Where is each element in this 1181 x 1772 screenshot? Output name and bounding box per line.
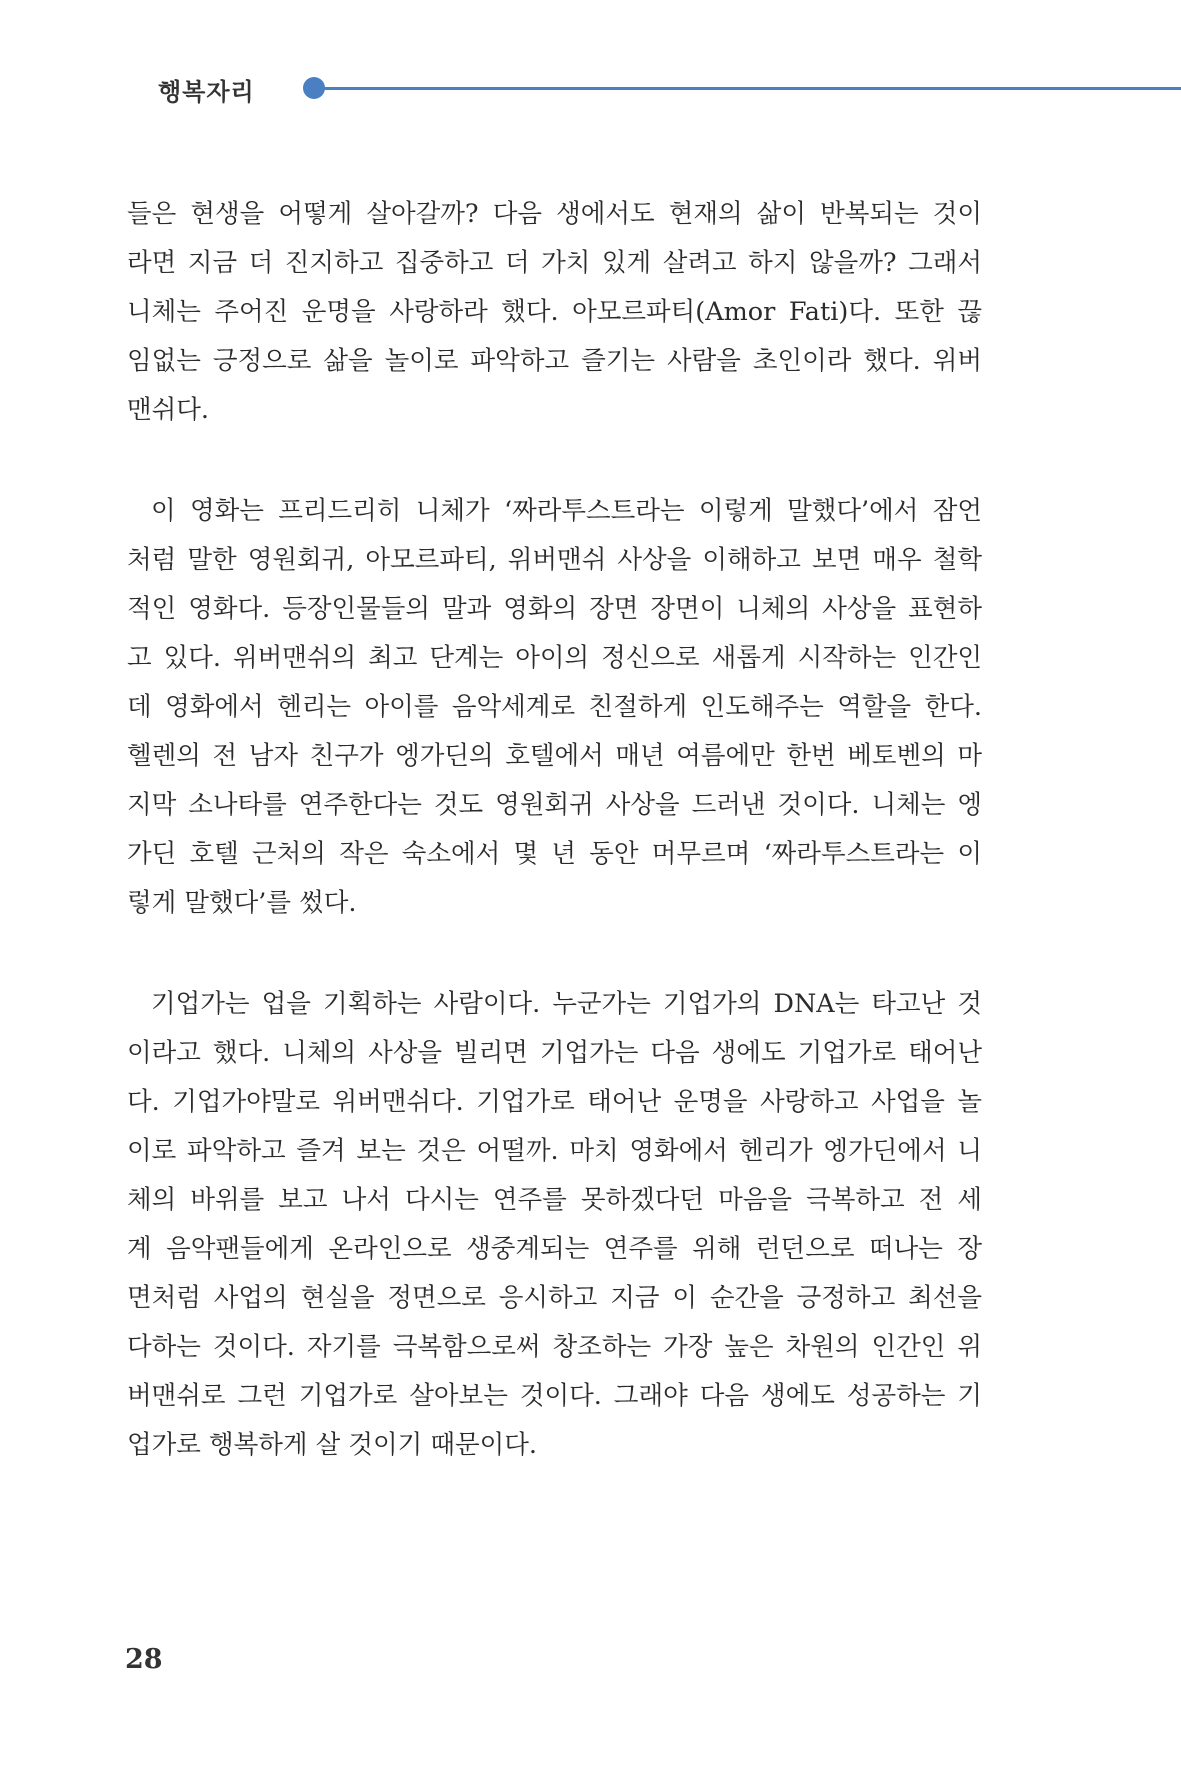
text-line: 라면 지금 더 진지하고 집중하고 더 가치 있게 살려고 하지 않을까? 그래서 <box>127 248 982 278</box>
text-line: 니체는 주어진 운명을 사랑하라 했다. 아모르파티(Amor Fati)다. 또한 끊 <box>127 297 982 327</box>
text-line: 렇게 말했다’를 썼다. <box>127 888 357 918</box>
text-line: 다. 기업가야말로 위버맨쉬다. 기업가로 태어난 운명을 사랑하고 사업을 놀 <box>127 1087 982 1117</box>
text-line: 맨쉬다. <box>127 395 210 425</box>
text-line: 데 영화에서 헨리는 아이를 음악세계로 친절하게 인도해주는 역할을 한다. <box>127 692 982 722</box>
text-line: 계 음악팬들에게 온라인으로 생중계되는 연주를 위해 런던으로 떠나는 장 <box>127 1234 982 1264</box>
text-line: 업가로 행복하게 살 것이기 때문이다. <box>127 1430 538 1460</box>
text-line: 체의 바위를 보고 나서 다시는 연주를 못하겠다던 마음을 극복하고 전 세 <box>127 1185 982 1215</box>
header-rule <box>318 87 1181 90</box>
page-number: 28 <box>125 1644 163 1675</box>
paragraph-2 <box>127 487 982 928</box>
text-line: 헬렌의 전 남자 친구가 엥가딘의 호텔에서 매년 여름에만 한번 베토벤의 마 <box>127 741 982 771</box>
text-line: 버맨쉬로 그런 기업가로 살아보는 것이다. 그래야 다음 생에도 성공하는 기 <box>127 1381 982 1411</box>
running-header: 행복자리 <box>158 78 255 106</box>
text-line: 적인 영화다. 등장인물들의 말과 영화의 장면 장면이 니체의 사상을 표현하 <box>127 594 982 624</box>
text-line: 이로 파악하고 즐겨 보는 것은 어떨까. 마치 영화에서 헨리가 엥가딘에서 니 <box>127 1136 982 1166</box>
text-line: 다하는 것이다. 자기를 극복함으로써 창조하는 가장 높은 차원의 인간인 위 <box>127 1332 982 1362</box>
text-line: 지막 소나타를 연주한다는 것도 영원회귀 사상을 드러낸 것이다. 니체는 엥 <box>127 790 982 820</box>
text-line: 기업가는 업을 기획하는 사람이다. 누군가는 기업가의 DNA는 타고난 것 <box>151 989 982 1019</box>
text-line: 가딘 호텔 근처의 작은 숙소에서 몇 년 동안 머무르며 ‘짜라투스트라는 이 <box>127 839 982 869</box>
paragraph-3 <box>127 980 982 1470</box>
text-line: 임없는 긍정으로 삶을 놀이로 파악하고 즐기는 사람을 초인이라 했다. 위버 <box>127 346 982 376</box>
text-line: 이라고 했다. 니체의 사상을 빌리면 기업가는 다음 생에도 기업가로 태어난 <box>127 1038 982 1068</box>
text-line: 고 있다. 위버맨쉬의 최고 단계는 아이의 정신으로 새롭게 시작하는 인간인 <box>127 643 982 673</box>
text-line: 이 영화는 프리드리히 니체가 ‘짜라투스트라는 이렇게 말했다’에서 잠언 <box>151 496 982 526</box>
text-line: 처럼 말한 영원회귀, 아모르파티, 위버맨쉬 사상을 이해하고 보면 매우 철학 <box>127 545 982 575</box>
text-line: 들은 현생을 어떻게 살아갈까? 다음 생에서도 현재의 삶이 반복되는 것이 <box>127 199 982 229</box>
body-text <box>127 190 982 1522</box>
text-line: 면처럼 사업의 현실을 정면으로 응시하고 지금 이 순간을 긍정하고 최선을 <box>127 1283 982 1313</box>
paragraph-1 <box>127 190 982 435</box>
